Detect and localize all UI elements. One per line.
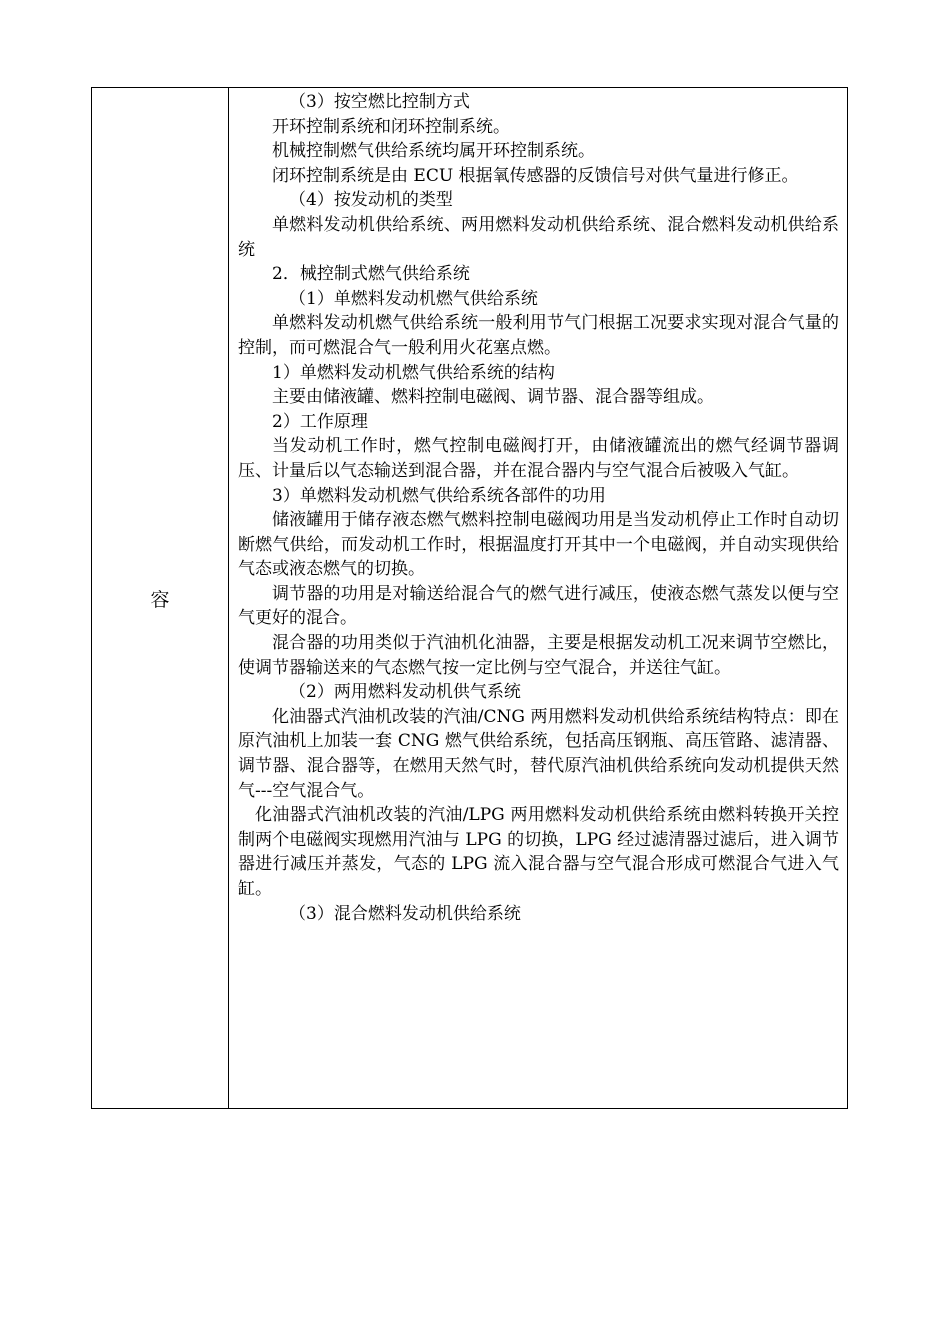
paragraph: 单燃料发动机燃气供给系统一般利用节气门根据工况要求实现对混合气量的控制，而可燃混合气一般利用火花塞点燃。 (238, 313, 839, 358)
paragraph: 储液罐用于储存液态燃气燃料控制电磁阀功用是当发动机停止工作时自动切断燃气供给，而发动机工作时，根据温度打开其中一个电磁阀，并自动实现供给气态或液态燃气的切换。 (238, 510, 839, 580)
paragraph: （4）按发动机的类型 (289, 190, 453, 211)
paragraph: 单燃料发动机供给系统、两用燃料发动机供给系统、混合燃料发动机供给系统 (238, 214, 839, 260)
paragraph: （3）按空燃比控制方式 (289, 92, 470, 112)
paragraph: 闭环控制系统是由 ECU 根据氧传感器的反馈信号对供气量进行修正。 (272, 165, 799, 186)
paragraph: 调节器的功用是对输送给混合气的燃气进行减压，使液态燃气蒸发以便与空气更好的混合。 (238, 583, 839, 629)
paragraph: （1）单燃料发动机燃气供给系统 (289, 288, 538, 309)
content-cell (229, 88, 847, 1108)
paragraph: （3）混合燃料发动机供给系统 (289, 903, 521, 924)
paragraph: 机械控制燃气供给系统均属开环控制系统。 (272, 141, 595, 162)
paragraph: 当发动机工作时，燃气控制电磁阀打开，由储液罐流出的燃气经调节器调压、计量后以气态输送到混合器，并在混合器内与空气混合后被吸入气缸。 (238, 436, 839, 481)
paragraph: 2．械控制式燃气供给系统 (272, 264, 470, 285)
paragraph: 混合器的功用类似于汽油机化油器，主要是根据发动机工况来调节空燃比，使调节器输送来的气态燃气按一定比例与空气混合，并送往气缸。 (238, 633, 839, 678)
content-table (91, 87, 848, 1109)
paragraph: 主要由储液罐、燃料控制电磁阀、调节器、混合器等组成。 (272, 387, 714, 408)
row-label: 容 (150, 588, 170, 611)
paragraph: （2）两用燃料发动机供气系统 (289, 682, 521, 703)
paragraph: 开环控制系统和闭环控制系统。 (272, 116, 510, 137)
paragraph: 1）单燃料发动机燃气供给系统的结构 (272, 362, 555, 383)
label-cell (92, 88, 229, 1108)
paragraph: 3）单燃料发动机燃气供给系统各部件的功用 (272, 485, 606, 506)
paragraph: 2）工作原理 (272, 411, 368, 432)
paragraph: 化油器式汽油机改装的汽油/CNG 两用燃料发动机供给系统结构特点：即在原汽油机上加装一套 CNG 燃气供给系统，包括高压钢瓶、高压管路、滤清器、调节器、混合器等，在燃用天然气时，替代原汽油机供给系统向发动机提供天然气---空气混合气。 (238, 706, 839, 801)
paragraph: 化油器式汽油机改装的汽油/LPG 两用燃料发动机供给系统由燃料转换开关控制两个电磁阀实现燃用汽油与 LPG 的切换，LPG 经过滤清器过滤后，进入调节器进行减压并蒸发，气态的 LPG 流入混合器与空气混合形成可燃混合气进入气缸。 (238, 805, 839, 899)
